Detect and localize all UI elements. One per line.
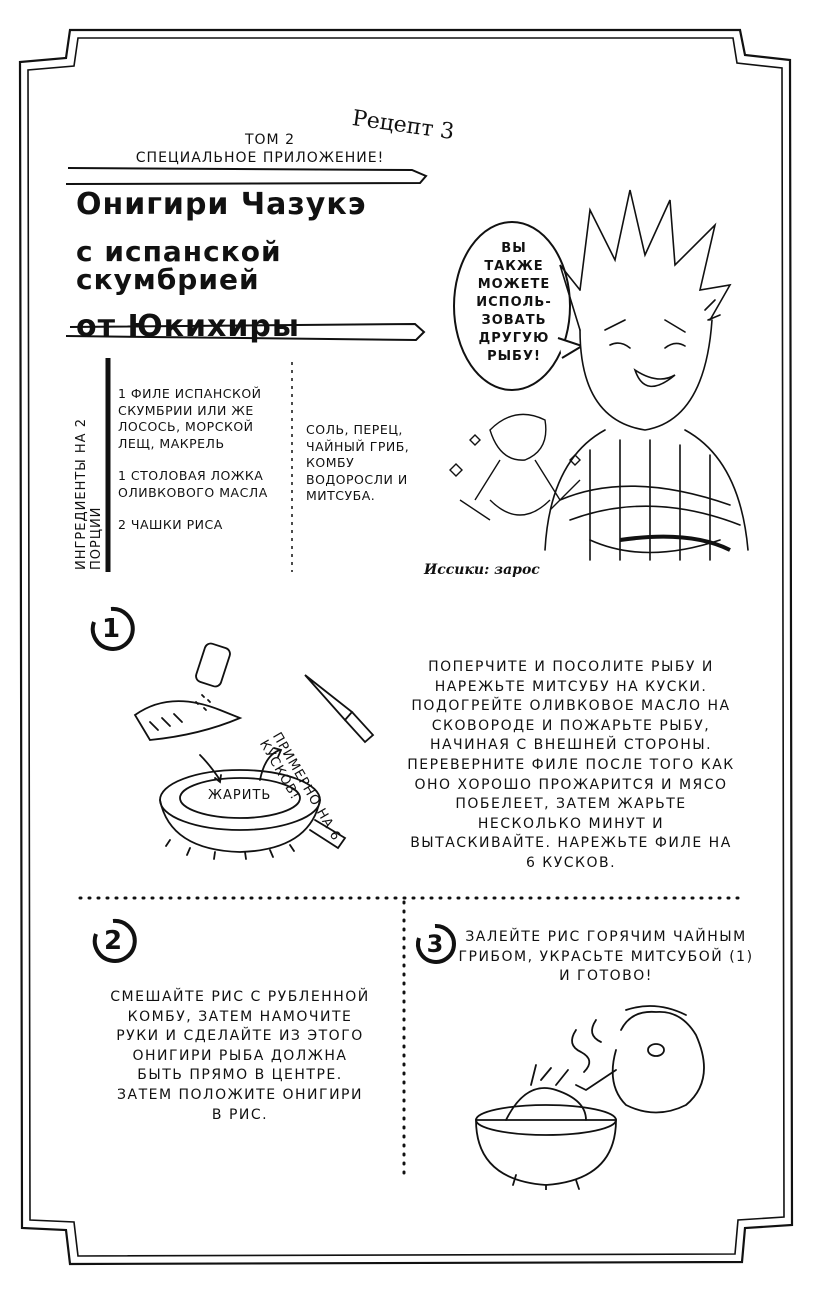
title-line-1: Онигири Чазукэ: [76, 187, 367, 222]
title-line-2: с испанской скумбрией: [76, 235, 282, 296]
frying-illustration: [130, 640, 390, 870]
step-1-badge: [86, 604, 136, 654]
pan-label: ЖАРИТЬ: [208, 788, 272, 803]
bubble-line: ВЫ: [501, 241, 527, 256]
step-2-number: 2: [103, 926, 123, 956]
bubble-line: МОЖЕТЕ: [477, 277, 551, 292]
credit-caption: Иссики: зарос: [424, 562, 540, 578]
step-3-text: ЗАЛЕЙТЕ РИС ГОРЯЧИМ ЧАЙНЫМ ГРИБОМ, УКРАСЬТЕ МИТСУБОЙ (1) И ГОТОВО!: [458, 929, 754, 985]
teapot-bowl-illustration: [456, 990, 726, 1190]
bubble-line: ЗОВАТЬ: [481, 313, 547, 328]
step-1-text: ПОПЕРЧИТЕ И ПОСОЛИТЕ РЫБУ И НАРЕЖЬТЕ МИТСУБУ НА КУСКИ. ПОДОГРЕЙТЕ ОЛИВКОВОЕ МАСЛО НА СКОВОРОДЕ И ПОЖАРЬТЕ РЫБУ, НАЧИНАЯ С ВНЕШНЕЙ СТОРОНЫ. ПЕРЕВЕРНИТЕ ФИЛЕ ПОСЛЕ ТОГО КАК ОНО ХОРОШО ПРОЖАРИТСЯ И МЯСО ПОБЕЛЕЕТ, ЗАТЕМ ЖАРЬТЕ НЕСКОЛЬКО МИНУТ И ВЫТАСКИВАЙТЕ. НАРЕЖЬТЕ ФИЛЕ НА 6 КУСКОВ.: [407, 659, 735, 871]
step-2-badge: [88, 916, 138, 966]
ingredient-item: 1 СТОЛОВАЯ ЛОЖКА ОЛИВКОВОГО МАСЛА: [118, 468, 268, 500]
step-2-text: СМЕШАЙТЕ РИС С РУБЛЕННОЙ КОМБУ, ЗАТЕМ НАМОЧИТЕ РУКИ И СДЕЛАЙТЕ ИЗ ЭТОГО ОНИГИРИ РЫБА ДОЛЖНА БЫТЬ ПРЯМО В ЦЕНТРЕ. ЗАТЕМ ПОЛОЖИТЕ ОНИГИРИ В РИС.: [110, 989, 370, 1123]
title-line-3: от Юкихиры: [76, 309, 301, 344]
recipe-tag: Рецепт 3: [350, 106, 456, 146]
ingredient-item: 2 ЧАШКИ РИСА: [118, 517, 223, 532]
supplement-label: СПЕЦИАЛЬНОЕ ПРИЛОЖЕНИЕ!: [135, 150, 385, 166]
step-3-number: 3: [426, 930, 444, 958]
step-1-number: 1: [101, 614, 121, 644]
step-3-badge: [412, 922, 458, 968]
bubble-line: ТАКЖЕ: [484, 259, 544, 274]
bubble-line: РЫБУ!: [487, 349, 541, 364]
recipe-title: [76, 187, 436, 344]
bubble-line: ИСПОЛЬ-: [476, 295, 552, 310]
knife-note: ПРИМЕРНО НА 6 КУСКОВ!: [256, 730, 344, 844]
ingredients-label: ИНГРЕДИЕНТЫ НА 2 ПОРЦИИ: [74, 418, 104, 570]
seasoning-list: СОЛЬ, ПЕРЕЦ, ЧАЙНЫЙ ГРИБ, КОМБУ ВОДОРОСЛИ И МИТСУБА.: [306, 422, 410, 503]
volume-label: ТОМ 2: [244, 132, 295, 148]
chef-illustration: [430, 170, 790, 590]
bubble-line: ДРУГУЮ: [478, 331, 550, 346]
ingredients-list: [118, 386, 278, 534]
ingredient-item: 1 ФИЛЕ ИСПАНСКОЙ СКУМБРИИ ИЛИ ЖЕ ЛОСОСЬ, МОРСКОЙ ЛЕЩ, МАКРЕЛЬ: [118, 386, 262, 451]
